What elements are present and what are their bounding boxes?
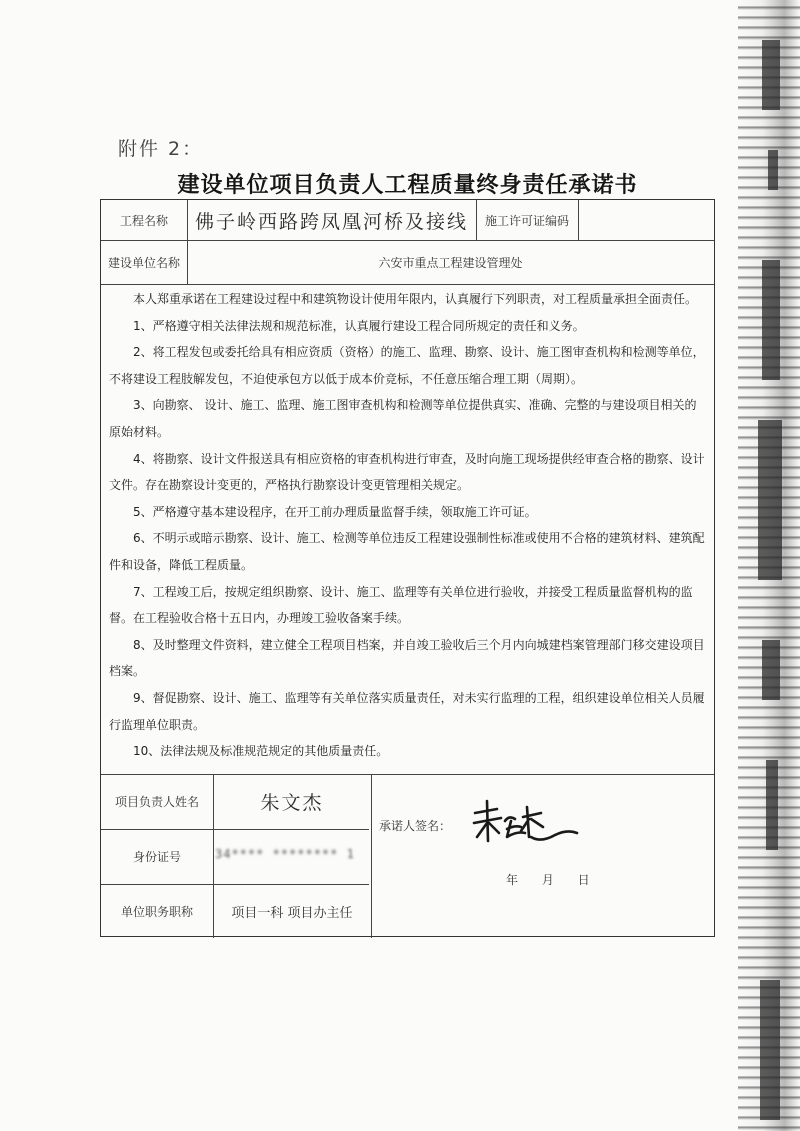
commitment-item: 7、工程竣工后，按规定组织勘察、设计、施工、监理等有关单位进行验收，并接受工程质量监督机构的监督。在工程验收合格十五日内，办理竣工验收备案手续。 xyxy=(109,584,693,626)
commitment-item: 8、及时整理文件资料，建立健全工程项目档案，并自竣工验收后三个月内向城建档案管理部门移交建设项目档案。 xyxy=(109,637,705,679)
leader-name-value: 朱文杰 xyxy=(260,792,324,814)
id-number-label: 身份证号 xyxy=(132,850,181,864)
commitment-item: 4、将勘察、设计文件报送具有相应资格的审查机构进行审查，及时向施工现场提供经审查合格的勘察、设计文件。存在勘察设计变更的，严格执行勘察设计变更管理相关规定。 xyxy=(109,451,705,493)
attachment-label: 附件 2： xyxy=(118,138,204,160)
project-name-value: 佛子岭西路跨凤凰河桥及接线 xyxy=(194,210,468,233)
position-label: 单位职务职称 xyxy=(120,904,193,919)
scan-edge-artifact xyxy=(738,0,800,1131)
id-number-value: 34**** ******** 1 xyxy=(215,847,355,861)
commitment-item: 3、向勘察、 设计、施工、监理、施工图审查机构和检测等单位提供真实、准确、完整的与建设项目相关的原始材料。 xyxy=(109,398,697,439)
position-value: 项目一科 项目办主任 xyxy=(231,905,353,921)
commitment-item: 2、将工程发包或委托给具有相应资质（资格）的施工、监理、勘察、设计、施工图审查机构和检测等单位，不将建设工程肢解发包，不迫使承包方以低于成本价竞标，不任意压缩合理工期（周期）。 xyxy=(109,345,705,386)
commitment-form xyxy=(100,199,715,937)
commitment-intro: 本人郑重承诺在工程建设过程中和建筑物设计使用年限内，认真履行下列职责，对工程质量承担全面责任。 xyxy=(133,292,698,306)
handwritten-signature xyxy=(471,797,581,851)
permit-value xyxy=(578,200,714,240)
document-title: 建设单位项目负责人工程质量终身责任承诺书 xyxy=(177,172,638,198)
signer-label: 承诺人签名： xyxy=(379,819,452,833)
date-line: 年 月 日 xyxy=(506,873,590,887)
commitment-item: 9、督促勘察、设计、施工、监理等有关单位落实质量责任，对未实行监理的工程，组织建设单位相关人员履行监理单位职责。 xyxy=(109,690,705,732)
leader-name-label: 项目负责人姓名 xyxy=(114,795,199,809)
unit-name-value: 六安市重点工程建设管理处 xyxy=(378,255,523,270)
project-name-label: 工程名称 xyxy=(119,213,168,228)
commitment-item: 5、严格遵守基本建设程序，在开工前办理质量监督手续，领取施工许可证。 xyxy=(133,504,537,519)
commitment-item: 1、严格遵守相关法律法规和规范标准，认真履行建设工程合同所规定的责任和义务。 xyxy=(133,318,585,333)
commitment-item: 6、不明示或暗示勘察、设计、施工、检测等单位违反工程建设强制性标准或使用不合格的建筑材料、建筑配件和设备，降低工程质量。 xyxy=(109,531,705,572)
permit-label: 施工许可证编码 xyxy=(484,213,569,228)
commitment-body xyxy=(109,286,707,765)
unit-name-label: 建设单位名称 xyxy=(107,255,180,270)
commitment-item: 10、法律法规及标准规范规定的其他质量责任。 xyxy=(133,744,389,759)
